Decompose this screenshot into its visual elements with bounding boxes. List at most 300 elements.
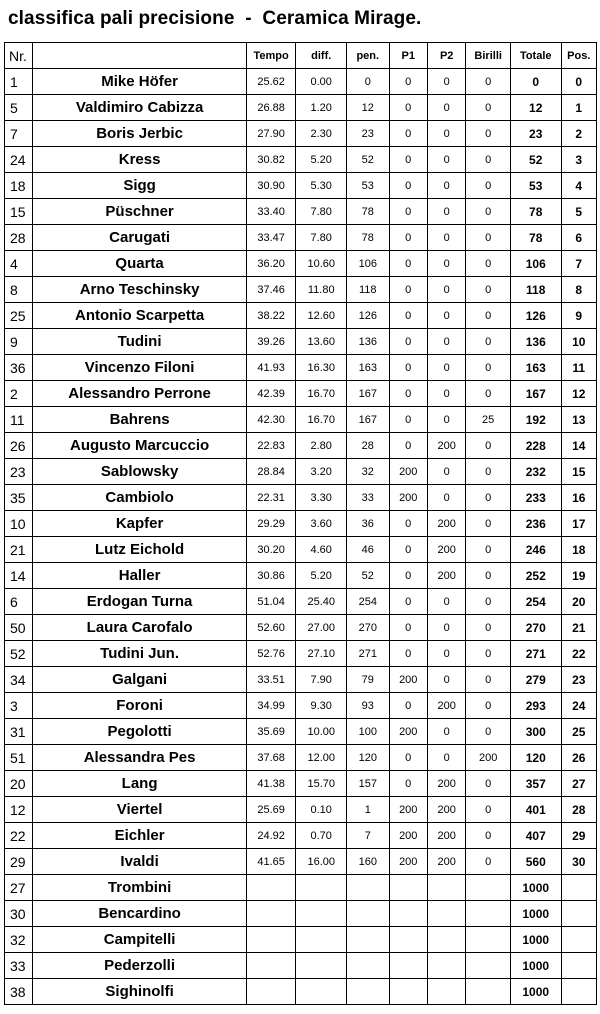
cell-name: Campitelli bbox=[33, 927, 247, 953]
cell-nr: 3 bbox=[5, 693, 33, 719]
cell-diff: 16.00 bbox=[296, 849, 347, 875]
cell-tempo: 52.76 bbox=[246, 641, 296, 667]
cell-pen: 167 bbox=[347, 381, 390, 407]
cell-diff: 1.20 bbox=[296, 95, 347, 121]
cell-totale: 232 bbox=[510, 459, 561, 485]
cell-pen: 79 bbox=[347, 667, 390, 693]
cell-totale: 120 bbox=[510, 745, 561, 771]
table-row bbox=[5, 329, 597, 355]
cell-nr: 14 bbox=[5, 563, 33, 589]
cell-pen bbox=[347, 979, 390, 1005]
cell-diff: 16.70 bbox=[296, 381, 347, 407]
cell-name: Sigg bbox=[33, 173, 247, 199]
cell-nr: 20 bbox=[5, 771, 33, 797]
cell-diff: 27.00 bbox=[296, 615, 347, 641]
cell-p2: 0 bbox=[427, 407, 465, 433]
cell-p2: 0 bbox=[427, 745, 465, 771]
cell-birilli: 0 bbox=[466, 303, 511, 329]
cell-pos: 10 bbox=[561, 329, 596, 355]
cell-name: Boris Jerbic bbox=[33, 121, 247, 147]
table-row bbox=[5, 927, 597, 953]
cell-pos: 25 bbox=[561, 719, 596, 745]
cell-p2: 0 bbox=[427, 355, 465, 381]
cell-pos: 6 bbox=[561, 225, 596, 251]
cell-p1: 0 bbox=[389, 745, 427, 771]
cell-pos: 23 bbox=[561, 667, 596, 693]
cell-birilli bbox=[466, 875, 511, 901]
cell-nr: 11 bbox=[5, 407, 33, 433]
cell-tempo: 35.69 bbox=[246, 719, 296, 745]
cell-p1: 0 bbox=[389, 173, 427, 199]
cell-p2: 0 bbox=[427, 173, 465, 199]
cell-totale: 233 bbox=[510, 485, 561, 511]
cell-diff bbox=[296, 953, 347, 979]
cell-pen: 52 bbox=[347, 147, 390, 173]
cell-tempo: 24.92 bbox=[246, 823, 296, 849]
cell-nr: 2 bbox=[5, 381, 33, 407]
cell-name: Kapfer bbox=[33, 511, 247, 537]
cell-totale: 23 bbox=[510, 121, 561, 147]
cell-p2: 200 bbox=[427, 537, 465, 563]
cell-pos: 0 bbox=[561, 69, 596, 95]
cell-tempo: 34.99 bbox=[246, 693, 296, 719]
cell-diff: 16.70 bbox=[296, 407, 347, 433]
cell-diff: 12.60 bbox=[296, 303, 347, 329]
cell-p1: 0 bbox=[389, 251, 427, 277]
table-row bbox=[5, 719, 597, 745]
cell-name: Augusto Marcuccio bbox=[33, 433, 247, 459]
cell-totale: 167 bbox=[510, 381, 561, 407]
cell-nr: 21 bbox=[5, 537, 33, 563]
cell-birilli: 0 bbox=[466, 355, 511, 381]
cell-totale: 1000 bbox=[510, 927, 561, 953]
table-row bbox=[5, 277, 597, 303]
cell-p2: 0 bbox=[427, 459, 465, 485]
results-table bbox=[4, 42, 597, 1005]
cell-tempo: 38.22 bbox=[246, 303, 296, 329]
header-nr: Nr. bbox=[5, 43, 33, 69]
cell-name: Laura Carofalo bbox=[33, 615, 247, 641]
table-row bbox=[5, 433, 597, 459]
cell-diff: 13.60 bbox=[296, 329, 347, 355]
cell-p1: 200 bbox=[389, 823, 427, 849]
cell-tempo bbox=[246, 901, 296, 927]
table-row bbox=[5, 173, 597, 199]
cell-birilli: 0 bbox=[466, 225, 511, 251]
cell-p2: 0 bbox=[427, 147, 465, 173]
cell-nr: 36 bbox=[5, 355, 33, 381]
cell-totale: 300 bbox=[510, 719, 561, 745]
cell-p1: 0 bbox=[389, 537, 427, 563]
cell-pos: 11 bbox=[561, 355, 596, 381]
table-row bbox=[5, 537, 597, 563]
cell-nr: 1 bbox=[5, 69, 33, 95]
cell-pen: 106 bbox=[347, 251, 390, 277]
cell-pen bbox=[347, 875, 390, 901]
cell-p2: 0 bbox=[427, 641, 465, 667]
table-row bbox=[5, 589, 597, 615]
cell-pen: 270 bbox=[347, 615, 390, 641]
cell-p1: 200 bbox=[389, 719, 427, 745]
cell-p2 bbox=[427, 953, 465, 979]
cell-diff: 0.70 bbox=[296, 823, 347, 849]
cell-nr: 5 bbox=[5, 95, 33, 121]
cell-tempo: 33.51 bbox=[246, 667, 296, 693]
table-row bbox=[5, 407, 597, 433]
cell-pen: 0 bbox=[347, 69, 390, 95]
cell-name: Bencardino bbox=[33, 901, 247, 927]
cell-p1: 0 bbox=[389, 563, 427, 589]
cell-p1: 0 bbox=[389, 511, 427, 537]
cell-tempo: 30.90 bbox=[246, 173, 296, 199]
cell-pen: 28 bbox=[347, 433, 390, 459]
cell-diff: 0.10 bbox=[296, 797, 347, 823]
cell-pen: 100 bbox=[347, 719, 390, 745]
cell-pen: 254 bbox=[347, 589, 390, 615]
cell-p1: 200 bbox=[389, 849, 427, 875]
cell-nr: 30 bbox=[5, 901, 33, 927]
cell-birilli: 0 bbox=[466, 849, 511, 875]
cell-birilli: 0 bbox=[466, 485, 511, 511]
cell-nr: 4 bbox=[5, 251, 33, 277]
cell-birilli: 25 bbox=[466, 407, 511, 433]
cell-totale: 401 bbox=[510, 797, 561, 823]
cell-p2: 0 bbox=[427, 667, 465, 693]
cell-p2: 0 bbox=[427, 329, 465, 355]
cell-pen: 36 bbox=[347, 511, 390, 537]
cell-nr: 24 bbox=[5, 147, 33, 173]
cell-p2: 0 bbox=[427, 589, 465, 615]
cell-pos: 9 bbox=[561, 303, 596, 329]
cell-tempo: 27.90 bbox=[246, 121, 296, 147]
header-row bbox=[5, 43, 597, 69]
cell-name: Alessandra Pes bbox=[33, 745, 247, 771]
table-row bbox=[5, 381, 597, 407]
cell-p1 bbox=[389, 953, 427, 979]
cell-p2: 0 bbox=[427, 719, 465, 745]
cell-p2: 0 bbox=[427, 199, 465, 225]
cell-diff: 7.80 bbox=[296, 225, 347, 251]
cell-name: Eichler bbox=[33, 823, 247, 849]
cell-diff: 25.40 bbox=[296, 589, 347, 615]
cell-tempo: 22.31 bbox=[246, 485, 296, 511]
cell-p1: 0 bbox=[389, 225, 427, 251]
cell-pos bbox=[561, 875, 596, 901]
table-row bbox=[5, 459, 597, 485]
cell-p2: 0 bbox=[427, 69, 465, 95]
cell-pos: 19 bbox=[561, 563, 596, 589]
cell-diff: 0.00 bbox=[296, 69, 347, 95]
cell-name: Tudini bbox=[33, 329, 247, 355]
cell-pos: 30 bbox=[561, 849, 596, 875]
cell-totale: 136 bbox=[510, 329, 561, 355]
cell-p1: 0 bbox=[389, 615, 427, 641]
cell-pos: 3 bbox=[561, 147, 596, 173]
cell-name: Carugati bbox=[33, 225, 247, 251]
table-row bbox=[5, 693, 597, 719]
cell-p2: 200 bbox=[427, 771, 465, 797]
cell-pen: 136 bbox=[347, 329, 390, 355]
table-row bbox=[5, 901, 597, 927]
cell-nr: 28 bbox=[5, 225, 33, 251]
table-row bbox=[5, 225, 597, 251]
cell-name: Viertel bbox=[33, 797, 247, 823]
cell-tempo: 41.65 bbox=[246, 849, 296, 875]
cell-p1: 0 bbox=[389, 303, 427, 329]
cell-p1: 0 bbox=[389, 381, 427, 407]
cell-pen bbox=[347, 953, 390, 979]
cell-pos: 4 bbox=[561, 173, 596, 199]
cell-name: Trombini bbox=[33, 875, 247, 901]
cell-totale: 357 bbox=[510, 771, 561, 797]
cell-diff: 11.80 bbox=[296, 277, 347, 303]
cell-name: Haller bbox=[33, 563, 247, 589]
cell-totale: 78 bbox=[510, 225, 561, 251]
cell-pen: 120 bbox=[347, 745, 390, 771]
cell-pos: 1 bbox=[561, 95, 596, 121]
cell-name: Pegolotti bbox=[33, 719, 247, 745]
cell-diff: 5.20 bbox=[296, 563, 347, 589]
table-row bbox=[5, 147, 597, 173]
cell-pen bbox=[347, 901, 390, 927]
cell-pos: 21 bbox=[561, 615, 596, 641]
cell-birilli bbox=[466, 927, 511, 953]
cell-diff bbox=[296, 979, 347, 1005]
cell-p1: 0 bbox=[389, 95, 427, 121]
cell-birilli bbox=[466, 953, 511, 979]
cell-tempo: 22.83 bbox=[246, 433, 296, 459]
cell-pos: 13 bbox=[561, 407, 596, 433]
cell-diff: 4.60 bbox=[296, 537, 347, 563]
cell-diff: 2.80 bbox=[296, 433, 347, 459]
cell-p1: 0 bbox=[389, 771, 427, 797]
cell-totale: 52 bbox=[510, 147, 561, 173]
cell-totale: 0 bbox=[510, 69, 561, 95]
cell-p2 bbox=[427, 875, 465, 901]
cell-p1: 200 bbox=[389, 459, 427, 485]
cell-nr: 18 bbox=[5, 173, 33, 199]
cell-p2: 200 bbox=[427, 823, 465, 849]
cell-pen: 167 bbox=[347, 407, 390, 433]
cell-birilli bbox=[466, 979, 511, 1005]
cell-p2: 200 bbox=[427, 511, 465, 537]
cell-tempo: 33.47 bbox=[246, 225, 296, 251]
cell-p1 bbox=[389, 927, 427, 953]
cell-totale: 1000 bbox=[510, 979, 561, 1005]
cell-birilli: 0 bbox=[466, 823, 511, 849]
cell-p2 bbox=[427, 927, 465, 953]
cell-birilli: 0 bbox=[466, 797, 511, 823]
cell-tempo: 25.69 bbox=[246, 797, 296, 823]
cell-diff: 5.30 bbox=[296, 173, 347, 199]
cell-totale: 78 bbox=[510, 199, 561, 225]
cell-tempo: 30.20 bbox=[246, 537, 296, 563]
cell-birilli: 0 bbox=[466, 459, 511, 485]
cell-nr: 29 bbox=[5, 849, 33, 875]
table-row bbox=[5, 355, 597, 381]
cell-diff: 12.00 bbox=[296, 745, 347, 771]
cell-p1 bbox=[389, 875, 427, 901]
cell-tempo: 33.40 bbox=[246, 199, 296, 225]
cell-name: Quarta bbox=[33, 251, 247, 277]
table-row bbox=[5, 667, 597, 693]
cell-totale: 106 bbox=[510, 251, 561, 277]
cell-totale: 1000 bbox=[510, 875, 561, 901]
cell-nr: 12 bbox=[5, 797, 33, 823]
cell-pen: 7 bbox=[347, 823, 390, 849]
cell-name: Antonio Scarpetta bbox=[33, 303, 247, 329]
cell-name: Foroni bbox=[33, 693, 247, 719]
header-tempo: Tempo bbox=[246, 43, 296, 69]
cell-pen: 33 bbox=[347, 485, 390, 511]
cell-p2: 0 bbox=[427, 277, 465, 303]
cell-pos: 28 bbox=[561, 797, 596, 823]
cell-tempo: 37.46 bbox=[246, 277, 296, 303]
cell-pos: 27 bbox=[561, 771, 596, 797]
cell-name: Pederzolli bbox=[33, 953, 247, 979]
cell-nr: 7 bbox=[5, 121, 33, 147]
cell-nr: 22 bbox=[5, 823, 33, 849]
cell-totale: 192 bbox=[510, 407, 561, 433]
cell-nr: 10 bbox=[5, 511, 33, 537]
cell-pos: 5 bbox=[561, 199, 596, 225]
cell-p1: 0 bbox=[389, 407, 427, 433]
table-row bbox=[5, 303, 597, 329]
cell-birilli: 0 bbox=[466, 537, 511, 563]
cell-p2: 0 bbox=[427, 251, 465, 277]
cell-totale: 12 bbox=[510, 95, 561, 121]
cell-totale: 407 bbox=[510, 823, 561, 849]
cell-totale: 246 bbox=[510, 537, 561, 563]
cell-pos: 20 bbox=[561, 589, 596, 615]
cell-birilli: 0 bbox=[466, 381, 511, 407]
cell-name: Mike Höfer bbox=[33, 69, 247, 95]
cell-p2: 0 bbox=[427, 95, 465, 121]
cell-pos bbox=[561, 927, 596, 953]
cell-p2: 0 bbox=[427, 225, 465, 251]
cell-totale: 1000 bbox=[510, 901, 561, 927]
cell-birilli: 0 bbox=[466, 589, 511, 615]
cell-tempo: 30.86 bbox=[246, 563, 296, 589]
cell-name: Lutz Eichold bbox=[33, 537, 247, 563]
cell-name: Vincenzo Filoni bbox=[33, 355, 247, 381]
cell-tempo: 41.38 bbox=[246, 771, 296, 797]
table-row bbox=[5, 95, 597, 121]
cell-diff: 10.60 bbox=[296, 251, 347, 277]
table-row bbox=[5, 979, 597, 1005]
cell-birilli: 0 bbox=[466, 147, 511, 173]
cell-pos: 24 bbox=[561, 693, 596, 719]
cell-nr: 9 bbox=[5, 329, 33, 355]
cell-name: Sighinolfi bbox=[33, 979, 247, 1005]
header-p1: P1 bbox=[389, 43, 427, 69]
cell-name: Erdogan Turna bbox=[33, 589, 247, 615]
cell-pos: 12 bbox=[561, 381, 596, 407]
cell-nr: 27 bbox=[5, 875, 33, 901]
cell-p1: 200 bbox=[389, 797, 427, 823]
cell-p1: 0 bbox=[389, 641, 427, 667]
cell-pos: 16 bbox=[561, 485, 596, 511]
cell-pos: 8 bbox=[561, 277, 596, 303]
cell-totale: 252 bbox=[510, 563, 561, 589]
cell-diff: 7.90 bbox=[296, 667, 347, 693]
cell-birilli: 0 bbox=[466, 511, 511, 537]
cell-tempo bbox=[246, 979, 296, 1005]
cell-pen: 78 bbox=[347, 199, 390, 225]
cell-nr: 26 bbox=[5, 433, 33, 459]
cell-p1: 0 bbox=[389, 121, 427, 147]
cell-birilli: 0 bbox=[466, 641, 511, 667]
cell-birilli: 0 bbox=[466, 615, 511, 641]
cell-birilli: 0 bbox=[466, 251, 511, 277]
cell-p1: 0 bbox=[389, 693, 427, 719]
cell-tempo: 42.30 bbox=[246, 407, 296, 433]
cell-tempo: 42.39 bbox=[246, 381, 296, 407]
cell-p2: 0 bbox=[427, 485, 465, 511]
cell-totale: 236 bbox=[510, 511, 561, 537]
cell-nr: 34 bbox=[5, 667, 33, 693]
cell-tempo bbox=[246, 927, 296, 953]
cell-nr: 38 bbox=[5, 979, 33, 1005]
table-row bbox=[5, 745, 597, 771]
cell-tempo: 30.82 bbox=[246, 147, 296, 173]
cell-birilli: 0 bbox=[466, 199, 511, 225]
cell-totale: 293 bbox=[510, 693, 561, 719]
table-row bbox=[5, 641, 597, 667]
cell-name: Püschner bbox=[33, 199, 247, 225]
cell-pen: 32 bbox=[347, 459, 390, 485]
cell-p1: 200 bbox=[389, 485, 427, 511]
cell-tempo: 29.29 bbox=[246, 511, 296, 537]
cell-nr: 32 bbox=[5, 927, 33, 953]
cell-diff bbox=[296, 927, 347, 953]
cell-p2: 0 bbox=[427, 121, 465, 147]
cell-totale: 163 bbox=[510, 355, 561, 381]
table-row bbox=[5, 511, 597, 537]
cell-pos: 7 bbox=[561, 251, 596, 277]
cell-diff: 7.80 bbox=[296, 199, 347, 225]
cell-tempo: 39.26 bbox=[246, 329, 296, 355]
cell-birilli: 0 bbox=[466, 173, 511, 199]
cell-totale: 254 bbox=[510, 589, 561, 615]
cell-name: Bahrens bbox=[33, 407, 247, 433]
cell-name: Lang bbox=[33, 771, 247, 797]
table-row bbox=[5, 797, 597, 823]
cell-pos bbox=[561, 979, 596, 1005]
cell-pen: 1 bbox=[347, 797, 390, 823]
cell-name: Alessandro Perrone bbox=[33, 381, 247, 407]
cell-p1: 0 bbox=[389, 329, 427, 355]
cell-pen: 126 bbox=[347, 303, 390, 329]
cell-p2 bbox=[427, 901, 465, 927]
cell-pos: 29 bbox=[561, 823, 596, 849]
cell-birilli: 0 bbox=[466, 277, 511, 303]
cell-nr: 51 bbox=[5, 745, 33, 771]
cell-birilli: 0 bbox=[466, 667, 511, 693]
cell-totale: 560 bbox=[510, 849, 561, 875]
cell-nr: 35 bbox=[5, 485, 33, 511]
cell-totale: 279 bbox=[510, 667, 561, 693]
cell-pen: 53 bbox=[347, 173, 390, 199]
cell-pos: 2 bbox=[561, 121, 596, 147]
cell-pen: 46 bbox=[347, 537, 390, 563]
cell-name: Kress bbox=[33, 147, 247, 173]
cell-p1: 0 bbox=[389, 199, 427, 225]
cell-nr: 23 bbox=[5, 459, 33, 485]
cell-totale: 53 bbox=[510, 173, 561, 199]
cell-pos: 17 bbox=[561, 511, 596, 537]
table-row bbox=[5, 849, 597, 875]
